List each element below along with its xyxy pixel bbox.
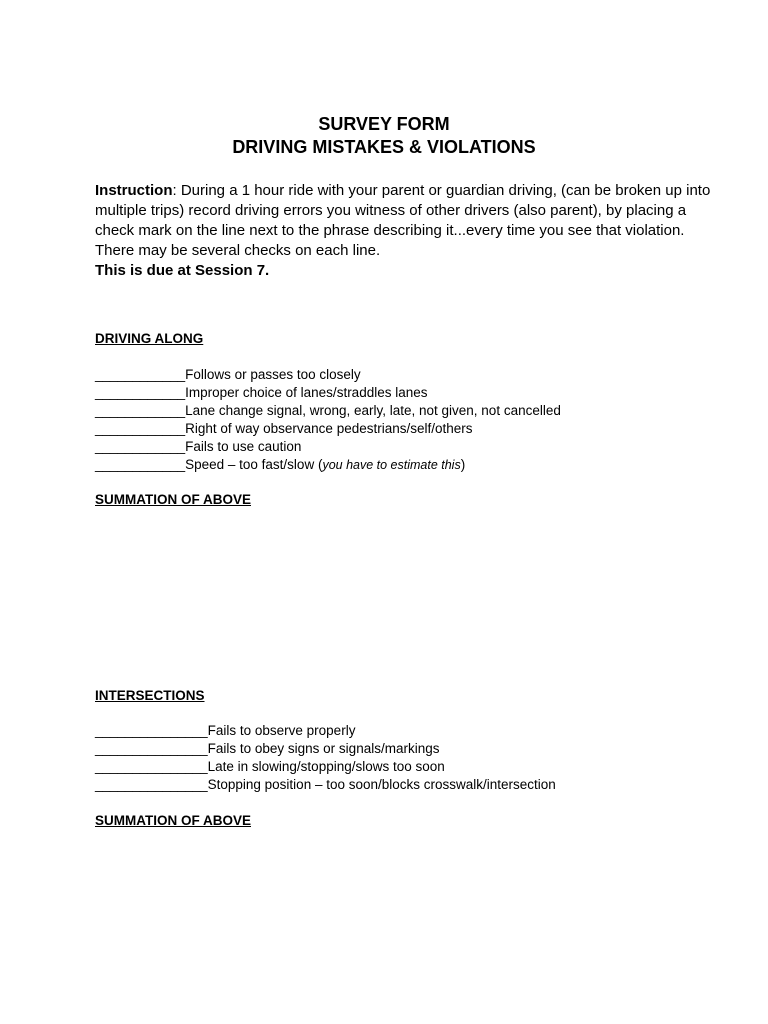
item-label: Lane change signal, wrong, early, late, not given, not cancelled	[185, 403, 561, 418]
item-label: Follows or passes too closely	[185, 367, 361, 382]
driving-along-heading: DRIVING ALONG	[95, 331, 204, 346]
list-item	[95, 438, 561, 456]
list-item	[95, 456, 561, 474]
item-label: Late in slowing/stopping/slows too soon	[207, 759, 445, 774]
list-item	[95, 402, 561, 420]
check-line[interactable]: _______________	[95, 777, 208, 792]
check-line[interactable]: ____________	[95, 457, 186, 472]
list-item	[95, 740, 556, 758]
due-date-note: This is due at Session 7.	[95, 262, 270, 279]
list-item	[95, 420, 561, 438]
item-label: Speed – too fast/slow (	[185, 457, 323, 472]
item-label: Fails to use caution	[185, 439, 302, 454]
instruction-label: Instruction	[95, 182, 173, 199]
list-item	[95, 776, 556, 794]
check-line[interactable]: ____________	[95, 367, 186, 382]
list-item	[95, 384, 561, 402]
intersections-summation-heading: SUMMATION OF ABOVE	[95, 813, 251, 828]
instruction-text: : During a 1 hour ride with your parent or guardian driving, (can be broken up into multiple trips) record driving errors you witness of other drivers (also parent), by placing a check mark on the line next to the phrase describing it...every time you see that violation. There may be several checks on each line.	[95, 182, 711, 259]
speed-note-close: )	[460, 457, 466, 472]
driving-along-list	[95, 366, 561, 474]
list-item	[95, 722, 556, 740]
intersections-list	[95, 722, 556, 794]
check-line[interactable]: _______________	[95, 741, 208, 756]
form-subtitle: DRIVING MISTAKES & VIOLATIONS	[232, 137, 536, 157]
item-label: Stopping position – too soon/blocks crosswalk/intersection	[207, 777, 556, 792]
list-item	[95, 758, 556, 776]
check-line[interactable]: ____________	[95, 385, 186, 400]
check-line[interactable]: _______________	[95, 723, 208, 738]
item-label: Right of way observance pedestrians/self/others	[185, 421, 473, 436]
check-line[interactable]: _______________	[95, 759, 208, 774]
check-line[interactable]: ____________	[95, 439, 186, 454]
check-line[interactable]: ____________	[95, 403, 186, 418]
item-label: Improper choice of lanes/straddles lanes	[185, 385, 428, 400]
driving-summation-heading: SUMMATION OF ABOVE	[95, 492, 251, 507]
form-title: SURVEY FORM	[318, 114, 450, 134]
check-line[interactable]: ____________	[95, 421, 186, 436]
list-item	[95, 366, 561, 384]
item-label: Fails to observe properly	[207, 723, 356, 738]
intersections-heading: INTERSECTIONS	[95, 688, 205, 703]
speed-note: you have to estimate this	[322, 458, 461, 472]
item-label: Fails to obey signs or signals/markings	[207, 741, 440, 756]
instruction-block	[95, 181, 715, 281]
